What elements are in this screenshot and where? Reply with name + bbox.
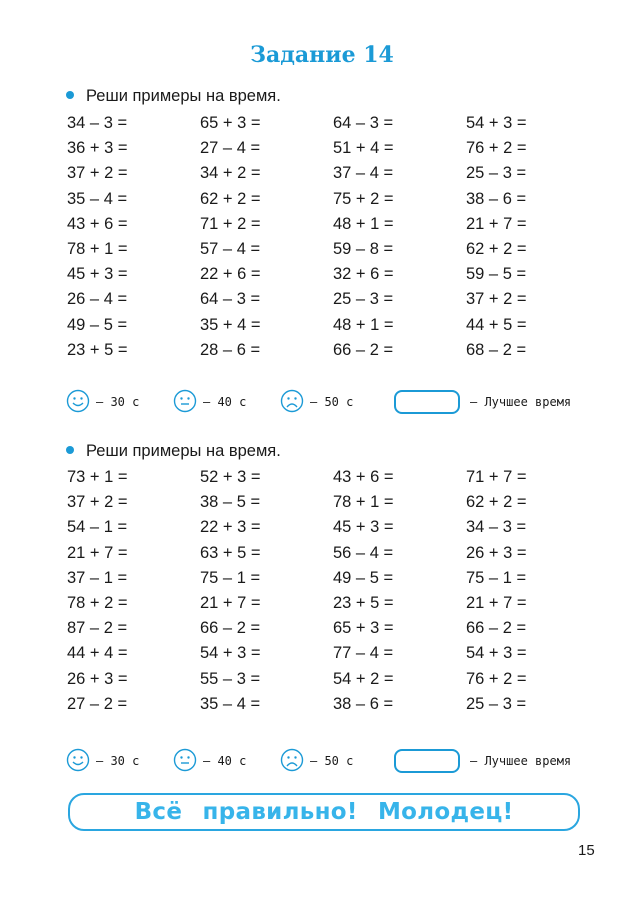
example: 25 – 3 = [466,164,527,183]
example-row [67,669,607,694]
example: 54 + 3 = [466,114,527,132]
example: 56 – 4 = [333,543,394,562]
page-number: 15 [578,842,595,859]
legend-neutral [173,748,246,774]
example: 52 + 3 = [200,468,261,486]
example: 54 + 3 = [200,644,261,663]
example: 51 + 4 = [333,139,394,158]
example: 62 + 2 = [466,239,527,258]
example: 36 + 3 = [67,139,128,158]
legend-best-label: — Лучшее время [470,395,572,409]
example-row [67,618,607,643]
example: 55 – 3 = [200,669,261,688]
example-row [67,568,607,593]
example: 65 + 3 = [200,114,261,132]
example: 38 – 6 = [466,189,527,208]
best-time-box[interactable] [394,390,460,414]
page-title: Задание 14 [250,42,394,68]
task-instruction-2 [66,442,281,461]
legend-time: — 50 с [310,395,354,409]
example-row [67,289,607,314]
example: 87 – 2 = [67,619,128,638]
example-row [67,643,607,668]
example-row [67,593,607,618]
example-row [67,214,607,239]
example: 37 + 2 = [466,290,527,309]
example: 35 – 4 = [200,694,261,713]
example: 63 + 5 = [200,543,261,562]
example: 48 + 1 = [333,214,394,233]
example: 21 + 7 = [466,593,527,612]
timing-legend-2 [66,748,586,774]
happy-face-icon [66,389,90,416]
example: 34 – 3 = [466,518,527,537]
neutral-face-icon [173,389,197,416]
example: 37 – 1 = [67,568,128,587]
example: 71 + 2 = [200,214,261,233]
example: 25 – 3 = [466,694,527,713]
example-row [67,517,607,542]
example: 22 + 6 = [200,265,261,284]
example: 76 + 2 = [466,139,527,158]
legend-best-label: — Лучшее время [470,754,572,768]
example-row [67,163,607,188]
legend-happy [66,748,139,774]
example: 49 – 5 = [67,315,128,334]
example-row [67,543,607,568]
example-row [67,340,607,365]
example: 78 + 2 = [67,593,128,612]
example: 26 + 3 = [466,543,527,562]
example: 23 + 5 = [333,593,394,612]
example: 49 – 5 = [333,568,394,587]
example-row [67,315,607,340]
legend-sad [280,389,353,415]
example: 21 + 7 = [67,543,128,562]
legend-best [394,748,571,774]
legend-happy [66,389,139,415]
example: 32 + 6 = [333,265,394,284]
example: 35 – 4 = [67,189,128,208]
instruction-text: Реши примеры на время. [86,442,281,460]
example: 25 – 3 = [333,290,394,309]
instruction-text: Реши примеры на время. [86,87,281,105]
example: 21 + 7 = [466,214,527,233]
best-time-box[interactable] [394,749,460,773]
example: 54 – 1 = [67,518,128,537]
legend-time: — 30 с [96,395,140,409]
sad-face-icon [280,389,304,416]
example: 28 – 6 = [200,340,261,359]
bullet-icon [66,91,74,99]
timing-legend-1 [66,389,586,415]
example-row [67,138,607,163]
example: 73 + 1 = [67,468,128,486]
example: 66 – 2 = [333,340,394,359]
examples-grid-2 [67,467,607,719]
task-instruction-1 [66,87,281,106]
example: 43 + 6 = [333,468,394,486]
example: 76 + 2 = [466,669,527,688]
legend-sad [280,748,353,774]
example: 64 – 3 = [333,114,394,132]
praise-banner: Всё правильно! Молодец! [68,793,580,831]
example: 75 – 1 = [466,568,527,587]
example: 62 + 2 = [466,493,527,512]
example: 37 + 2 = [67,164,128,183]
legend-time: — 40 с [203,395,247,409]
legend-best [394,389,571,415]
example: 59 – 5 = [466,265,527,284]
example: 66 – 2 = [466,619,527,638]
example: 65 + 3 = [333,619,394,638]
example: 21 + 7 = [200,593,261,612]
example: 45 + 3 = [67,265,128,284]
example-row [67,189,607,214]
example: 78 + 1 = [67,239,128,258]
example: 26 – 4 = [67,290,128,309]
example: 45 + 3 = [333,518,394,537]
example: 54 + 3 = [466,644,527,663]
example: 23 + 5 = [67,340,128,359]
example: 68 – 2 = [466,340,527,359]
example: 22 + 3 = [200,518,261,537]
example-row [67,492,607,517]
example: 44 + 5 = [466,315,527,334]
example: 62 + 2 = [200,189,261,208]
example-row [67,467,607,492]
example-row [67,694,607,719]
example-row [67,239,607,264]
example: 64 – 3 = [200,290,261,309]
example: 48 + 1 = [333,315,394,334]
sad-face-icon [280,748,304,775]
example: 75 + 2 = [333,189,394,208]
example: 78 + 1 = [333,493,394,512]
neutral-face-icon [173,748,197,775]
example: 27 – 2 = [67,694,128,713]
example: 43 + 6 = [67,214,128,233]
happy-face-icon [66,748,90,775]
example: 77 – 4 = [333,644,394,663]
legend-neutral [173,389,246,415]
example: 35 + 4 = [200,315,261,334]
example: 34 – 3 = [67,114,128,132]
example: 34 + 2 = [200,164,261,183]
example: 38 – 6 = [333,694,394,713]
example: 27 – 4 = [200,139,261,158]
example-row [67,264,607,289]
example: 57 – 4 = [200,239,261,258]
example: 26 + 3 = [67,669,128,688]
example: 44 + 4 = [67,644,128,663]
legend-time: — 30 с [96,754,140,768]
example-row [67,113,607,138]
example: 38 – 5 = [200,493,261,512]
legend-time: — 40 с [203,754,247,768]
example: 71 + 7 = [466,468,527,486]
example: 66 – 2 = [200,619,261,638]
example: 37 + 2 = [67,493,128,512]
examples-grid-1 [67,113,607,365]
example: 37 – 4 = [333,164,394,183]
bullet-icon [66,446,74,454]
example: 59 – 8 = [333,239,394,258]
legend-time: — 50 с [310,754,354,768]
example: 54 + 2 = [333,669,394,688]
example: 75 – 1 = [200,568,261,587]
